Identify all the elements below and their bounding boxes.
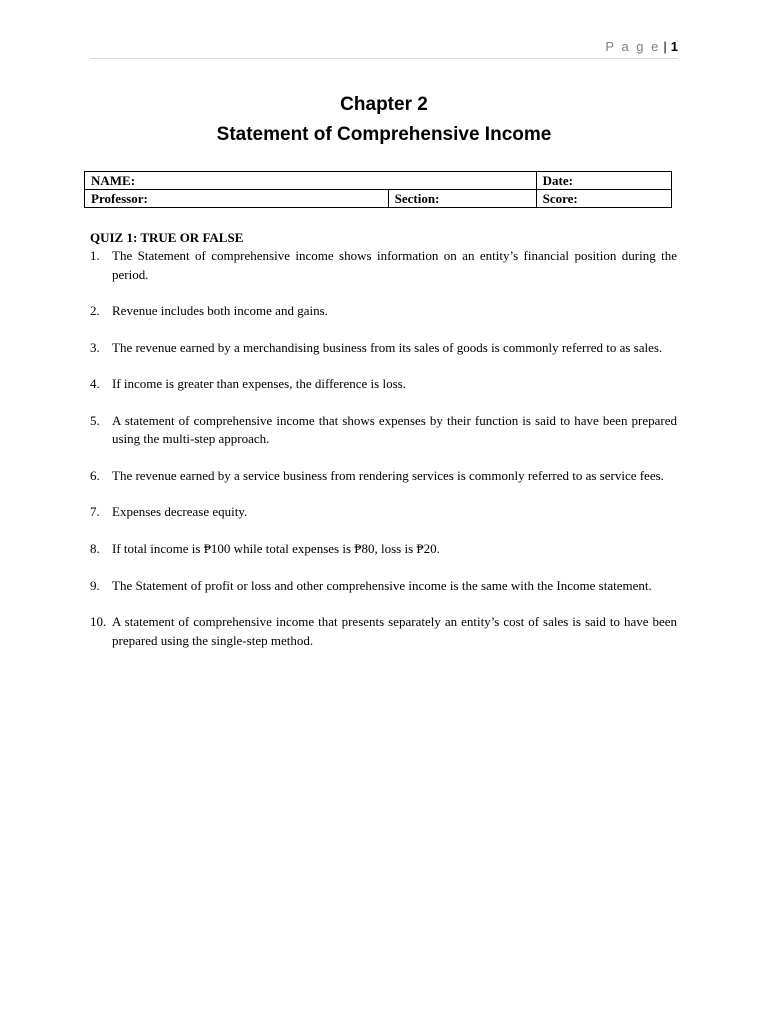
section-label: Section: [394,190,440,206]
item-number: 1. [90,248,100,264]
item-text: If income is greater than expenses, the difference is loss. [112,376,406,392]
quiz-item [90,540,677,558]
document-title: Statement of Comprehensive Income [216,124,552,145]
page-header [90,38,678,59]
quiz-title: QUIZ 1: TRUE OR FALSE [90,230,244,245]
title-block [0,92,768,150]
name-label: NAME: [91,172,136,188]
professor-label: Professor: [91,190,148,206]
item-number: 4. [90,376,100,392]
score-label: Score: [542,190,578,206]
table-row [85,172,672,190]
page-separator: | [663,39,669,54]
item-number: 6. [90,467,100,483]
quiz-item [90,577,677,595]
date-field[interactable] [536,172,671,190]
item-number: 8. [90,541,100,557]
quiz-item [90,375,677,393]
student-info-table [84,171,672,208]
item-text: A statement of comprehensive income that presents separately an entity’s cost of sales is said to have been prepared using the single-step method. [112,614,677,648]
item-text: A statement of comprehensive income that shows expenses by their function is said to have been prepared using the multi-step approach. [112,412,677,447]
page-number [605,39,678,54]
quiz-item [90,503,677,521]
score-field[interactable] [536,190,671,208]
page-label: P a g e [605,39,661,54]
date-label: Date: [542,172,573,188]
item-text: Revenue includes both income and gains. [112,303,328,319]
page-number-value: 1 [670,39,678,54]
quiz-item [90,302,677,320]
quiz-item [90,467,677,485]
chapter-title: Chapter 2 [340,94,428,115]
item-text: If total income is ₱100 while total expenses is ₱80, loss is ₱20. [112,541,440,557]
quiz-item [90,412,677,449]
quiz-item [90,339,677,357]
section-field[interactable] [388,190,536,208]
quiz-item [90,247,677,284]
item-text: The Statement of profit or loss and other comprehensive income is the same with the Income statement. [112,577,652,593]
item-number: 10. [90,614,107,630]
item-number: 2. [90,303,100,319]
item-text: Expenses decrease equity. [112,504,248,520]
professor-field[interactable] [85,190,389,208]
item-number: 9. [90,577,100,593]
item-text: The revenue earned by a service business from rendering services is commonly referred to as service fees. [112,467,664,483]
item-number: 3. [90,339,100,355]
name-field[interactable] [85,172,537,190]
quiz-item [90,613,677,650]
quiz-section [90,229,677,668]
item-number: 5. [90,412,100,428]
table-row [85,190,672,208]
item-number: 7. [90,504,100,520]
item-text: The revenue earned by a merchandising business from its sales of goods is commonly referred to as sales. [112,339,663,355]
item-text: The Statement of comprehensive income shows information on an entity’s financial position during the period. [112,248,677,282]
